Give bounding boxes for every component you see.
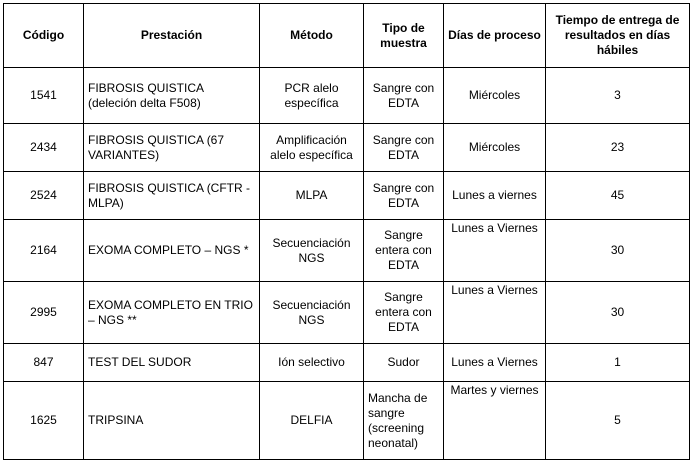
cell-metodo: Secuenciación NGS [260, 220, 364, 282]
cell-tipo-muestra: Sangre con EDTA [364, 172, 444, 220]
table-row [4, 220, 690, 282]
cell-codigo: 2995 [4, 282, 84, 344]
cell-prestacion: TRIPSINA [84, 382, 260, 460]
cell-dias-proceso: Martes y viernes [444, 382, 546, 460]
cell-prestacion: FIBROSIS QUISTICA (CFTR - MLPA) [84, 172, 260, 220]
cell-prestacion: FIBROSIS QUISTICA (67 VARIANTES) [84, 124, 260, 172]
cell-codigo: 2164 [4, 220, 84, 282]
cell-codigo: 2434 [4, 124, 84, 172]
table-row [4, 68, 690, 124]
cell-metodo: Ión selectivo [260, 344, 364, 382]
header-row [4, 4, 690, 68]
cell-metodo: MLPA [260, 172, 364, 220]
cell-codigo: 2524 [4, 172, 84, 220]
cell-dias-proceso: Miércoles [444, 124, 546, 172]
header-dias-proceso: Días de proceso [444, 4, 546, 68]
cell-codigo: 1625 [4, 382, 84, 460]
cell-codigo: 847 [4, 344, 84, 382]
cell-tiempo-entrega: 23 [546, 124, 690, 172]
table-row [4, 282, 690, 344]
cell-prestacion: EXOMA COMPLETO EN TRIO – NGS ** [84, 282, 260, 344]
cell-tipo-muestra: Sangre con EDTA [364, 124, 444, 172]
table-row [4, 382, 690, 460]
header-tipo-muestra: Tipo de muestra [364, 4, 444, 68]
header-codigo: Código [4, 4, 84, 68]
cell-metodo: DELFIA [260, 382, 364, 460]
cell-codigo: 1541 [4, 68, 84, 124]
header-metodo: Método [260, 4, 364, 68]
table-row [4, 172, 690, 220]
cell-metodo: Amplificación alelo específica [260, 124, 364, 172]
table-row [4, 124, 690, 172]
cell-tiempo-entrega: 1 [546, 344, 690, 382]
cell-dias-proceso: Lunes a Viernes [444, 344, 546, 382]
cell-tiempo-entrega: 45 [546, 172, 690, 220]
cell-tiempo-entrega: 3 [546, 68, 690, 124]
cell-prestacion: FIBROSIS QUISTICA (deleción delta F508) [84, 68, 260, 124]
cell-tipo-muestra: Sudor [364, 344, 444, 382]
cell-tipo-muestra: Mancha de sangre (screening neonatal) [364, 382, 444, 460]
cell-dias-proceso: Lunes a viernes [444, 172, 546, 220]
cell-tiempo-entrega: 30 [546, 282, 690, 344]
cell-dias-proceso: Miércoles [444, 68, 546, 124]
cell-metodo: Secuenciación NGS [260, 282, 364, 344]
cell-tipo-muestra: Sangre entera con EDTA [364, 282, 444, 344]
cell-tipo-muestra: Sangre entera con EDTA [364, 220, 444, 282]
services-table [3, 3, 690, 460]
cell-prestacion: TEST DEL SUDOR [84, 344, 260, 382]
header-prestacion: Prestación [84, 4, 260, 68]
cell-tipo-muestra: Sangre con EDTA [364, 68, 444, 124]
cell-metodo: PCR alelo específica [260, 68, 364, 124]
cell-dias-proceso: Lunes a Viernes [444, 282, 546, 344]
table-row [4, 344, 690, 382]
header-tiempo-entrega: Tiempo de entrega de resultados en días hábiles [546, 4, 690, 68]
cell-prestacion: EXOMA COMPLETO – NGS * [84, 220, 260, 282]
cell-dias-proceso: Lunes a Viernes [444, 220, 546, 282]
cell-tiempo-entrega: 30 [546, 220, 690, 282]
cell-tiempo-entrega: 5 [546, 382, 690, 460]
